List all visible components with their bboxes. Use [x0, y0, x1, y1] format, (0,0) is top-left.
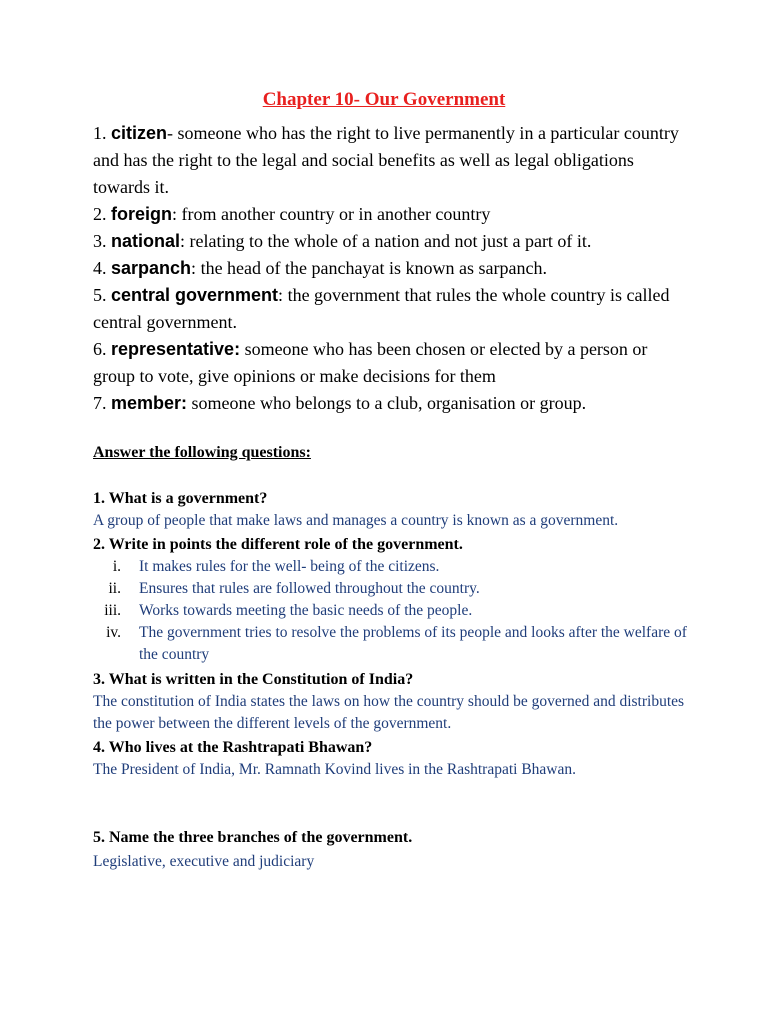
list-item: [93, 622, 693, 666]
vocab-definition: from another country or in another country: [177, 204, 491, 224]
chapter-title: Chapter 10- Our Government: [262, 89, 506, 110]
answer-5: Legislative, executive and judiciary: [93, 853, 315, 870]
list-number: ii.: [108, 580, 121, 597]
list-text: Works towards meeting the basic needs of the people.: [139, 602, 473, 619]
vocab-number: 7.: [93, 393, 107, 413]
list-text: Ensures that rules are followed throughout the country.: [139, 580, 480, 597]
vocab-definition: someone who belongs to a club, organisation or group.: [187, 393, 587, 413]
list-number: i.: [112, 558, 121, 575]
vocab-entry-central-government: [93, 282, 693, 336]
vocab-number: 1.: [93, 123, 107, 143]
vocab-term: member:: [111, 393, 188, 413]
vocab-term: central government: [111, 285, 279, 305]
vocab-definition: the head of the panchayat is known as sarpanch.: [196, 258, 547, 278]
vocab-number: 6.: [93, 339, 107, 359]
roles-list: [93, 556, 693, 666]
vocab-entry-sarpanch: [93, 255, 693, 282]
vocab-term: national: [111, 231, 181, 251]
vocab-entry-citizen: [93, 120, 693, 201]
vocab-definition: relating to the whole of a nation and not just a part of it.: [185, 231, 592, 251]
vocab-separator: :: [191, 258, 197, 278]
vocab-term: sarpanch: [111, 258, 192, 278]
answer-1: A group of people that make laws and manages a country is known as a government.: [93, 512, 619, 529]
vocab-separator: :: [278, 285, 284, 305]
spacer: [93, 782, 693, 826]
list-number: iii.: [104, 602, 121, 619]
questions-section: [93, 441, 693, 874]
question-4: 4. Who lives at the Rashtrapati Bhawan?: [93, 739, 373, 756]
vocab-term: representative:: [111, 339, 241, 359]
vocab-number: 5.: [93, 285, 107, 305]
vocab-term: foreign: [111, 204, 172, 224]
vocab-entry-national: [93, 228, 693, 255]
list-text: The government tries to resolve the problems of its people and looks after the welfare of the country: [139, 624, 687, 663]
question-5: 5. Name the three branches of the government.: [93, 829, 413, 846]
vocab-definition: someone who has been chosen or elected by a person or group to vote, give opinions or make decisions for them: [93, 339, 648, 386]
vocab-separator: :: [180, 231, 186, 251]
answer-3: The constitution of India states the laws on how the country should be governed and distributes the power between the different levels of the government.: [93, 693, 685, 732]
vocab-separator: -: [167, 123, 174, 143]
vocab-entry-foreign: [93, 201, 693, 228]
vocabulary-list: [93, 120, 693, 417]
list-item: [93, 600, 693, 622]
list-text: It makes rules for the well- being of the citizens.: [139, 558, 440, 575]
vocab-entry-representative: [93, 336, 693, 390]
question-3: 3. What is written in the Constitution of India?: [93, 671, 414, 688]
vocab-number: 4.: [93, 258, 107, 278]
questions-heading: Answer the following questions:: [93, 444, 311, 461]
vocab-definition: someone who has the right to live permanently in a particular country and has the right to the legal and social benefits as well as legal obligations towards it.: [93, 123, 679, 197]
vocab-entry-member: [93, 390, 693, 417]
list-item: [93, 578, 693, 600]
question-1: 1. What is a government?: [93, 490, 268, 507]
vocab-number: 2.: [93, 204, 107, 224]
vocab-term: citizen: [111, 123, 168, 143]
question-2: 2. Write in points the different role of the government.: [93, 536, 463, 553]
vocab-definition: the government that rules the whole country is called central government.: [93, 285, 670, 332]
answer-4: The President of India, Mr. Ramnath Kovind lives in the Rashtrapati Bhawan.: [93, 761, 576, 778]
list-number: iv.: [106, 624, 121, 641]
vocab-number: 3.: [93, 231, 107, 251]
vocab-separator: :: [172, 204, 178, 224]
list-item: [93, 556, 693, 578]
